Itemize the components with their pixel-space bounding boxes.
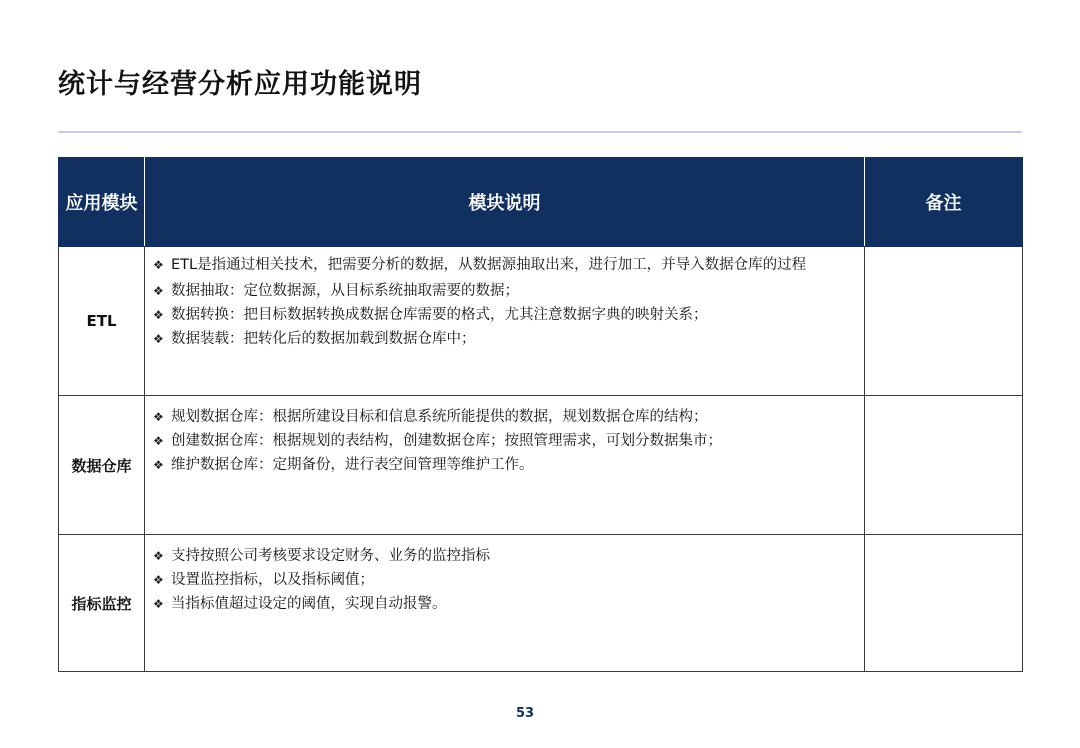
header-module: 应用模块 <box>59 158 145 247</box>
diamond-bullet-icon: ❖ <box>153 308 164 322</box>
header-remarks: 备注 <box>865 158 1023 247</box>
list-item <box>153 429 854 453</box>
module-table <box>58 157 1023 672</box>
list-item-text: 数据抽取：定位数据源，从目标系统抽取需要的数据； <box>171 283 519 299</box>
bullet-list <box>145 535 864 616</box>
list-item-text: 创建数据仓库：根据规划的表结构，创建数据仓库；按照管理需求，可划分数据集市； <box>171 433 722 449</box>
diamond-bullet-icon: ❖ <box>153 284 164 298</box>
page-number: 53 <box>515 706 535 721</box>
diamond-bullet-icon: ❖ <box>153 410 164 424</box>
diamond-bullet-icon: ❖ <box>153 549 164 563</box>
diamond-bullet-icon: ❖ <box>153 458 164 472</box>
module-description <box>145 396 865 535</box>
list-item-text: 当指标值超过设定的阈值，实现自动报警。 <box>171 596 447 612</box>
table-row <box>59 396 1023 535</box>
list-item-text: 维护数据仓库：定期备份，进行表空间管理等维护工作。 <box>171 457 534 473</box>
diamond-bullet-icon: ❖ <box>153 597 164 611</box>
module-description <box>145 535 865 672</box>
page-title: 统计与经营分析应用功能说明 <box>58 69 422 100</box>
list-item <box>153 405 854 429</box>
module-description <box>145 247 865 396</box>
diamond-bullet-icon: ❖ <box>153 573 164 587</box>
header-description: 模块说明 <box>145 158 865 247</box>
table-row <box>59 535 1023 672</box>
list-item-text: ETL是指通过相关技术，把需要分析的数据，从数据源抽取出来，进行加工，并导入数据仓库的过程 <box>171 257 807 273</box>
list-item <box>153 303 854 327</box>
remarks-cell <box>865 247 1023 396</box>
list-item <box>153 568 854 592</box>
list-item <box>153 279 854 303</box>
title-divider <box>58 131 1022 133</box>
list-item <box>153 327 854 351</box>
bullet-list <box>145 247 864 351</box>
list-item-text: 设置监控指标，以及指标阈值； <box>171 572 374 588</box>
list-item <box>153 453 854 477</box>
table-row <box>59 247 1023 396</box>
diamond-bullet-icon: ❖ <box>153 434 164 448</box>
module-name: ETL <box>59 247 145 396</box>
module-name: 数据仓库 <box>59 396 145 535</box>
list-item <box>153 544 854 568</box>
list-item-text: 支持按照公司考核要求设定财务、业务的监控指标 <box>171 548 490 564</box>
list-item <box>153 256 854 275</box>
remarks-cell <box>865 396 1023 535</box>
diamond-bullet-icon: ❖ <box>153 258 164 272</box>
list-item-text: 数据转换：把目标数据转换成数据仓库需要的格式，尤其注意数据字典的映射关系； <box>171 307 708 323</box>
list-item-text: 规划数据仓库：根据所建设目标和信息系统所能提供的数据，规划数据仓库的结构； <box>171 409 708 425</box>
diamond-bullet-icon: ❖ <box>153 332 164 346</box>
list-item-text: 数据装载：把转化后的数据加载到数据仓库中； <box>171 331 476 347</box>
table-header-row <box>59 158 1023 247</box>
bullet-list <box>145 396 864 477</box>
module-name: 指标监控 <box>59 535 145 672</box>
list-item <box>153 592 854 616</box>
remarks-cell <box>865 535 1023 672</box>
